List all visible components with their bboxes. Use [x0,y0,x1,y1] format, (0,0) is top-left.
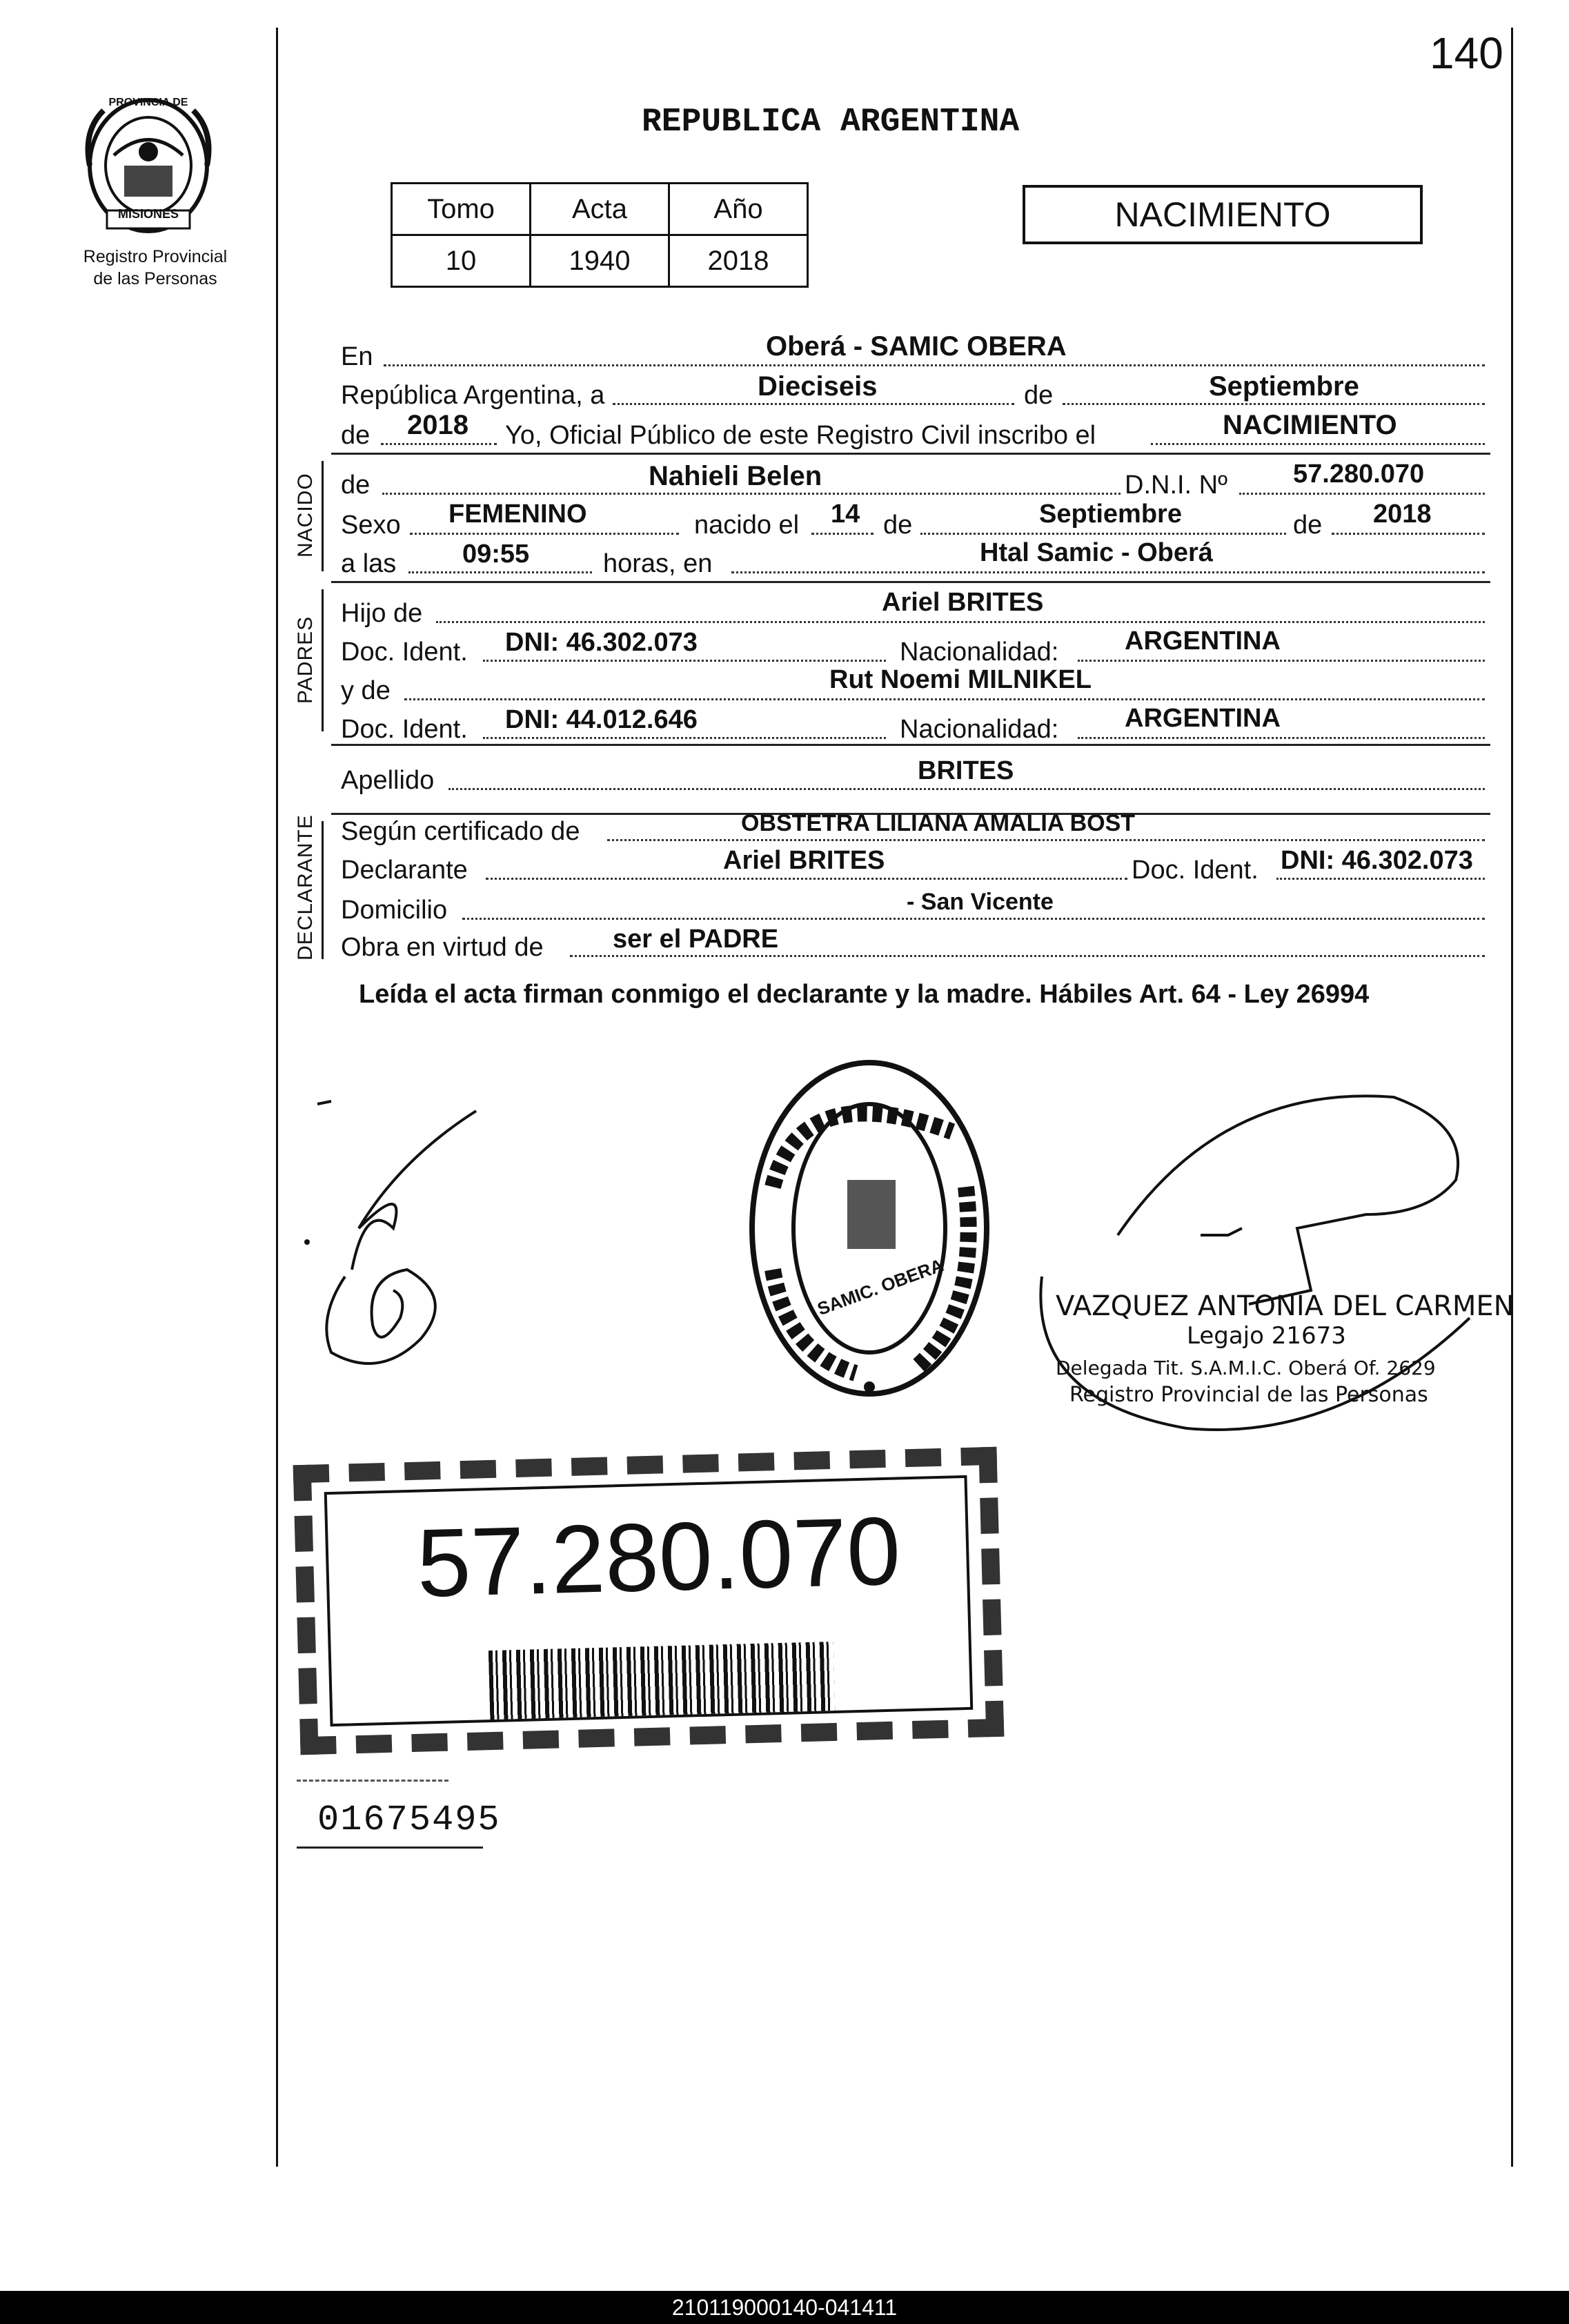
name-value: Nahieli Belen [649,461,822,491]
registry-line-1: Registro Provincial [83,247,228,266]
birth-month-dots [920,533,1286,535]
ano-header: Año [669,184,808,235]
certificado-value: OBSTETRA LILIANA AMALIA BOST [741,810,1136,836]
father-nat-dots [1078,660,1485,662]
a-las-label: a las [341,549,397,578]
declarante-value: Ariel BRITES [723,846,885,875]
divider-3 [331,744,1490,746]
certificado-dots [607,839,1485,841]
en-label: En [341,342,373,371]
mother-doc-dots [483,737,886,739]
apellido-value: BRITES [918,756,1014,785]
declarante-doc-label: Doc. Ident. [1132,856,1259,885]
domicilio-label: Domicilio [341,896,448,925]
divider-2 [331,581,1490,583]
month-value: Septiembre [1209,371,1359,402]
birth-year-dots [1332,533,1485,535]
declarante-label: Declarante [341,856,468,885]
sexo-dots [410,533,679,535]
birth-day-value: 14 [831,500,860,529]
mother-doc-value: DNI: 44.012.646 [505,705,698,734]
record-type-box: NACIMIENTO [1023,185,1423,244]
declarante-doc-dots [1276,878,1485,880]
declarante-doc-value: DNI: 46.302.073 [1281,846,1473,875]
month-dots [1063,403,1485,405]
year-dots [381,443,497,445]
mother-doc-label: Doc. Ident. [341,715,468,744]
padres-section-label: PADRES [294,616,317,704]
obra-label: Obra en virtud de [341,933,544,962]
acta-header: Acta [531,184,669,235]
father-nat-value: ARGENTINA [1125,627,1281,656]
official-registro: Registro Provincial de las Personas [1069,1383,1428,1407]
place-value: Htal Samic - Oberá [980,538,1213,567]
serial-underline [297,1847,483,1849]
obra-dots [570,955,1485,957]
logo-bottom-text: MISIONES [117,207,179,221]
birth-year-value: 2018 [1373,500,1432,529]
day-value: Dieciseis [758,371,878,402]
apellido-label: Apellido [341,766,435,795]
name-dots [382,493,1121,495]
oficial-text: Yo, Oficial Público de este Registro Civil inscribo el [505,421,1096,450]
nacido-section-label: NACIDO [294,473,317,558]
declarante-bracket [322,821,324,959]
ano-value: 2018 [669,235,808,287]
serial-number: 01675495 [317,1800,501,1840]
official-cargo: Delegada Tit. S.A.M.I.C. Oberá Of. 2629 [1056,1357,1436,1379]
inscribo-value: NACIMIENTO [1223,410,1397,440]
republica-label: República Argentina, a [341,381,605,410]
declarante-signature [304,1090,497,1380]
closing-text: Leída el acta firman conmigo el declarante y la madre. Hábiles Art. 64 - Ley 26994 [359,980,1370,1009]
right-margin-line [1511,28,1513,2167]
nacido-de-label: de [341,471,371,500]
nacido-bracket [322,461,324,571]
divider [331,453,1490,455]
stamp-inner-text: SAMIC. OBERA [814,1254,947,1319]
declarante-section-label: DECLARANTE [294,814,317,961]
record-table [391,182,809,288]
hijo-de-label: Hijo de [341,599,423,628]
barcode [489,1642,835,1720]
de-label: de [1024,381,1054,410]
father-doc-label: Doc. Ident. [341,638,468,667]
domicilio-dots [462,918,1485,920]
day-dots [613,403,1014,405]
padres-bracket [322,589,324,731]
time-value: 09:55 [462,540,530,569]
nacido-el-label: nacido el [694,511,800,540]
father-nat-label: Nacionalidad: [900,638,1059,667]
mother-nat-label: Nacionalidad: [900,715,1059,744]
time-dots [408,571,592,573]
domicilio-value: - San Vicente [907,889,1054,915]
footer-code: 210119000140-041411 [0,2291,1569,2324]
dni-value: 57.280.070 [1293,460,1425,489]
dni-label: D.N.I. Nº [1125,471,1227,500]
official-stamp [745,1049,994,1408]
nacido-de-label-2: de [883,511,913,540]
father-dots [436,621,1485,623]
left-margin-line [276,28,278,2167]
sexo-value: FEMENINO [448,500,587,529]
inscribo-dots [1151,443,1485,445]
father-value: Ariel BRITES [882,588,1044,617]
declarante-dots [486,878,1127,880]
birth-day-dots [811,533,874,535]
logo-top-text: PROVINCIA DE [108,97,188,108]
de2-label: de [341,421,371,450]
tomo-header: Tomo [392,184,531,235]
nacido-de-label-3: de [1293,511,1323,540]
apellido-dots [448,788,1485,790]
id-number-label [293,1447,1005,1755]
country-title: REPUBLICA ARGENTINA [642,104,1020,141]
page-number: 140 [1430,28,1503,78]
mother-nat-dots [1078,737,1485,739]
father-doc-dots [483,660,886,662]
registry-line-2: de las Personas [93,269,217,288]
certificado-label: Según certificado de [341,817,580,846]
y-de-label: y de [341,676,391,705]
year-value: 2018 [407,410,468,440]
dni-dots [1239,493,1485,495]
mother-dots [404,698,1485,700]
birth-month-value: Septiembre [1039,500,1182,529]
place-dots [731,571,1485,573]
sexo-label: Sexo [341,511,401,540]
obra-value: ser el PADRE [613,925,779,954]
official-legajo: Legajo 21673 [1187,1322,1346,1350]
official-name: VAZQUEZ ANTONIA DEL CARMEN [1056,1290,1514,1322]
father-doc-value: DNI: 46.302.073 [505,628,698,657]
mother-value: Rut Noemi MILNIKEL [829,665,1092,694]
serial-top-line [297,1778,448,1782]
acta-value: 1940 [531,235,669,287]
en-value: Oberá - SAMIC OBERA [766,331,1067,362]
tomo-value: 10 [392,235,531,287]
id-number: 57.280.070 [415,1496,902,1617]
en-dots [384,364,1485,366]
mother-nat-value: ARGENTINA [1125,704,1281,733]
horas-label: horas, en [603,549,713,578]
